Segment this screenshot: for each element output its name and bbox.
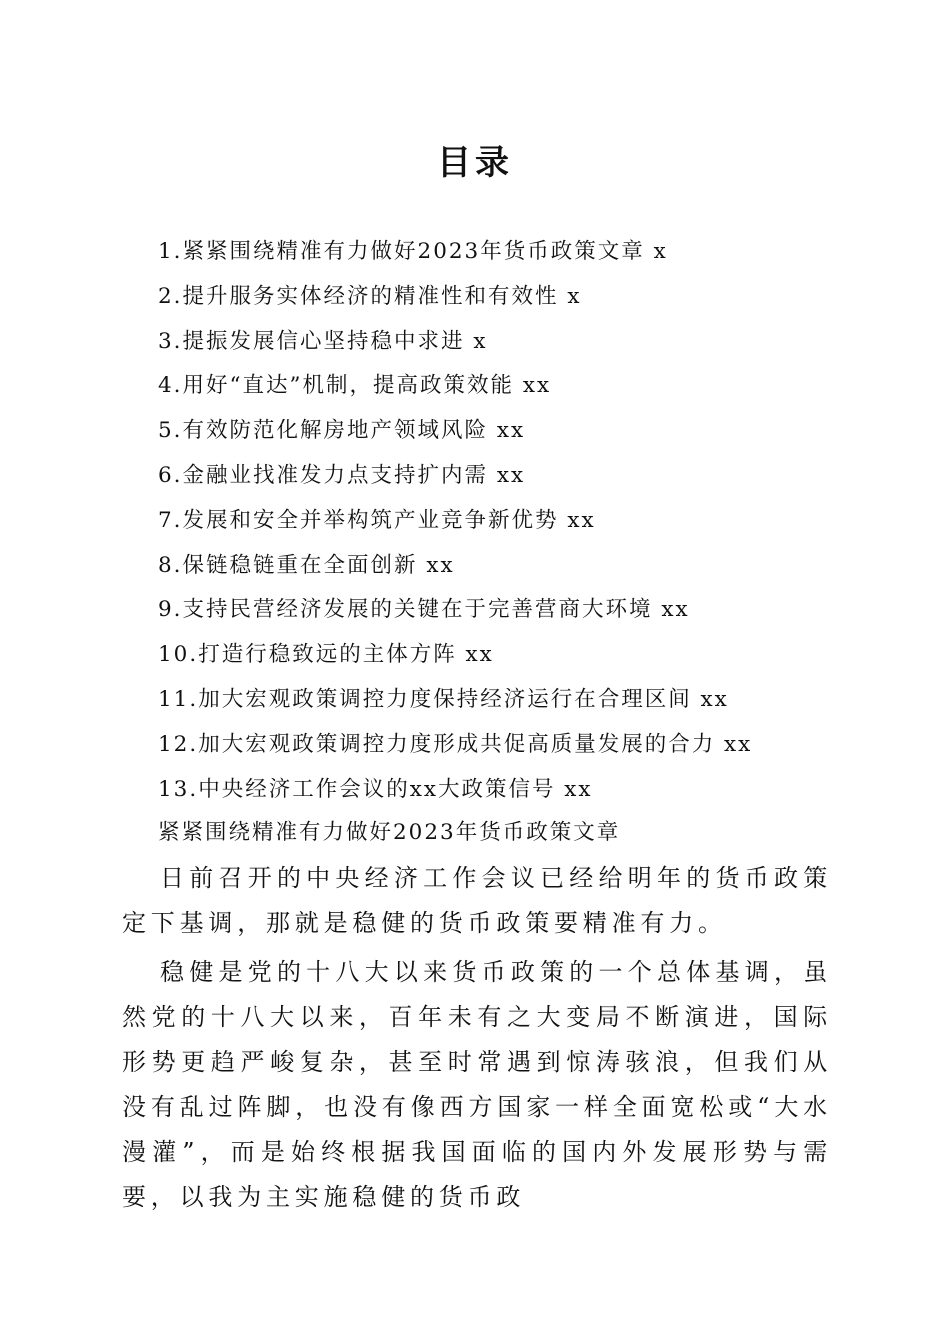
toc-item: 10.打造行稳致远的主体方阵 xx — [158, 642, 494, 668]
toc-item: 8.保链稳链重在全面创新 xx — [158, 552, 455, 578]
toc-item: 9.支持民营经济发展的关键在于完善营商大环境 xx — [158, 597, 690, 623]
toc-item: 6.金融业找准发力点支持扩内需 xx — [158, 462, 526, 488]
toc-item: 2.提升服务实体经济的精准性和有效性 x — [158, 283, 582, 309]
table-of-contents — [158, 230, 752, 812]
toc-item: 4.用好“直达”机制，提高政策效能 xx — [158, 373, 552, 399]
toc-item: 7.发展和安全并举构筑产业竞争新优势 xx — [158, 507, 596, 533]
toc-item: 12.加大宏观政策调控力度形成共促高质量发展的合力 xx — [158, 731, 753, 757]
toc-item: 13.中央经济工作会议的xx大政策信号 xx — [158, 776, 593, 802]
article-heading: 紧紧围绕精准有力做好2023年货币政策文章 — [158, 820, 621, 845]
body-paragraph: 日前召开的中央经济工作会议已经给明年的货币政策定下基调，那就是稳健的货币政策要精准有力。 — [122, 864, 832, 937]
body-paragraph: 稳健是党的十八大以来货币政策的一个总体基调，虽然党的十八大以来，百年未有之大变局不断演进，国际形势更趋严峻复杂，甚至时常遇到惊涛骇浪，但我们从没有乱过阵脚，也没有像西方国家一样全面宽松或“大水漫灌”，而是始终根据我国面临的国内外发展形势与需要，以我为主实施稳健的货币政 — [122, 958, 832, 1211]
page-title: 目录 — [437, 143, 513, 183]
toc-item: 1.紧紧围绕精准有力做好2023年货币政策文章 x — [158, 239, 668, 264]
toc-item: 3.提振发展信心坚持稳中求进 x — [158, 328, 488, 354]
toc-item: 11.加大宏观政策调控力度保持经济运行在合理区间 xx — [158, 686, 729, 712]
toc-item: 5.有效防范化解房地产领域风险 xx — [158, 418, 526, 444]
